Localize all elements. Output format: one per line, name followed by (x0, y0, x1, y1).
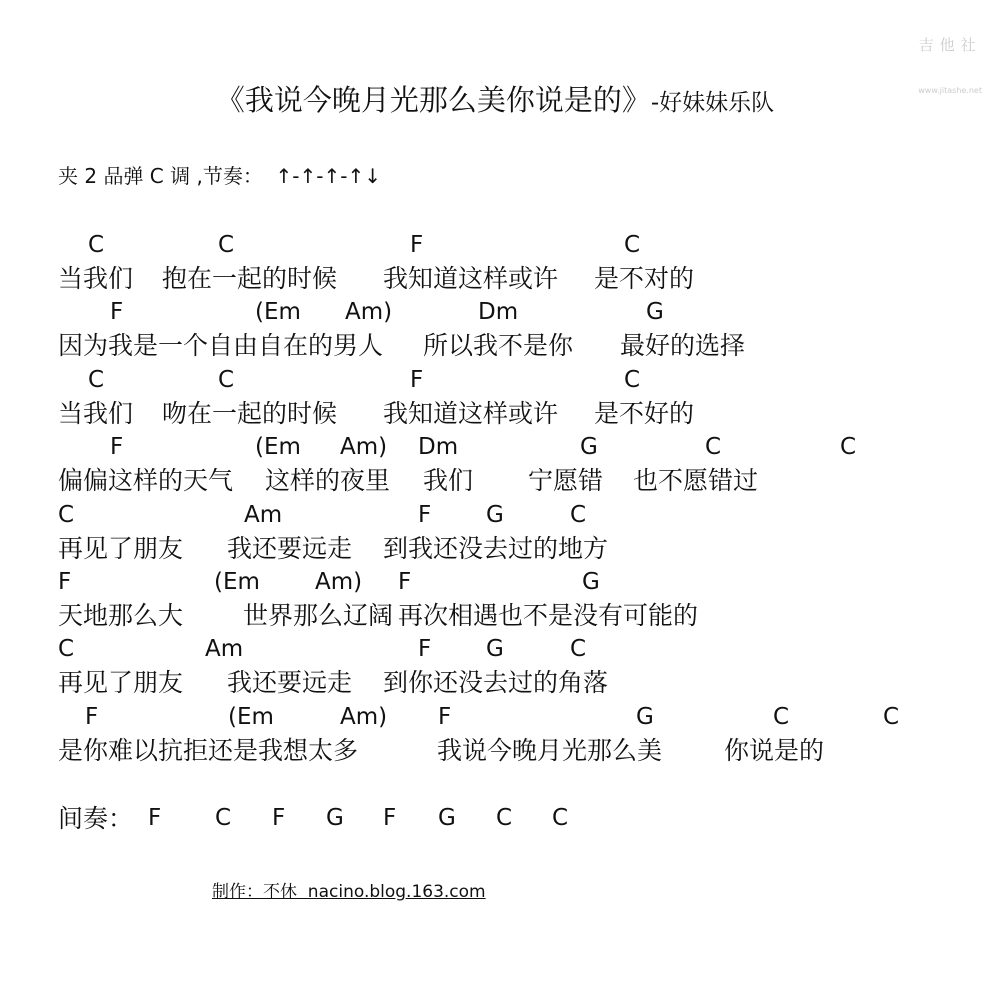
interlude-chord: F (272, 805, 286, 831)
lyric-segment: 吻在一起的时候 (162, 398, 338, 428)
chord: G (486, 636, 504, 663)
chord: C (624, 232, 641, 258)
lyric-segment: 我们 (423, 466, 474, 496)
chord: C (58, 501, 75, 528)
chord: F (110, 299, 124, 326)
lyric-segment: 是不好的 (594, 398, 695, 428)
lyric-segment: 我还要远走 (227, 533, 353, 563)
chord: F (410, 366, 424, 393)
lyric-segment: 这样的夜里 (265, 466, 391, 496)
chord: F (85, 703, 99, 730)
lyric-segment: 是你难以抗拒还是我想太多 (58, 735, 359, 765)
lyric-segment: 你说是的 (724, 735, 825, 765)
chord: C (570, 501, 587, 528)
chord: F (110, 434, 124, 461)
chord: F (410, 232, 424, 258)
chord: F (418, 636, 432, 663)
chord: G (486, 501, 504, 528)
lyric-segment: 当我们 (58, 264, 134, 293)
watermark-name: 吉他社 (918, 36, 982, 54)
chord: C (840, 434, 857, 461)
chord: C (705, 434, 722, 461)
lyric-segment: 再见了朋友 (58, 668, 184, 698)
chord: C (570, 636, 587, 663)
chord: G (646, 299, 664, 326)
chord: (Em (255, 299, 301, 326)
chord: (Em (255, 434, 301, 461)
chord: Am (244, 501, 283, 528)
chord: (Em (214, 569, 260, 595)
chord: G (636, 703, 654, 730)
lyric-segment: 我知道这样或许 (383, 398, 559, 428)
interlude-chord: G (326, 805, 344, 831)
chord: G (582, 569, 600, 595)
lyric-segment: 再见了朋友 (58, 533, 184, 563)
capo-rhythm: 夹 2 品弹 C 调 ,节奏： ↑-↑-↑-↑↓ (58, 164, 381, 188)
chord: Am) (340, 703, 388, 730)
chord: C (883, 703, 900, 730)
lyric-segment: 也不愿错过 (633, 466, 759, 496)
lyric-segment: 我还要远走 (227, 668, 353, 698)
chord: Am (205, 636, 244, 663)
lyric-segment: 所以我不是你 (423, 331, 574, 361)
lyric-segment: 到我还没去过的地方 (383, 533, 609, 563)
interlude-chord: C (496, 805, 513, 831)
chord: Am) (340, 434, 388, 461)
interlude-chord: G (438, 805, 456, 831)
interlude-chord: F (148, 805, 162, 831)
chord: (Em (228, 703, 274, 730)
chord: Dm (478, 299, 519, 326)
chord: C (88, 366, 105, 393)
lyric-segment: 偏偏这样的天气 (58, 466, 234, 496)
chord: C (58, 636, 75, 663)
chord: Am) (315, 569, 363, 595)
lyric-segment: 抱在一起的时候 (162, 264, 338, 293)
chord: C (88, 232, 105, 258)
chord: F (418, 501, 432, 528)
lyric-segment: 到你还没去过的角落 (383, 668, 609, 698)
lyric-segment: 是不对的 (594, 264, 695, 293)
lyric-segment: 当我们 (58, 398, 134, 428)
lyric-segment: 我说今晚月光那么美 (437, 735, 663, 765)
lyric-segment: 宁愿错 (528, 466, 604, 496)
chord: F (438, 703, 452, 730)
lyric-segment: 最好的选择 (620, 331, 746, 361)
lyric-segment: 我知道这样或许 (383, 264, 559, 293)
interlude-chord: C (552, 805, 569, 831)
interlude-label: 间奏： (58, 804, 134, 833)
chord: C (218, 366, 235, 393)
watermark-url: www.jitashe.net (918, 86, 982, 95)
lyric-segment: 世界那么辽阔 (243, 601, 394, 630)
lyric-segment: 天地那么大 (58, 601, 184, 630)
credit-link[interactable]: 制作：不休 nacino.blog.163.com (212, 882, 486, 902)
song-title (0, 83, 990, 117)
chord: G (580, 434, 598, 461)
title-text: 《我说今晚月光那么美你说是的》 (215, 83, 651, 117)
chord: C (773, 703, 790, 730)
lyric-segment: 因为我是一个自由自在的男人 (58, 331, 384, 361)
chord: C (218, 232, 235, 258)
chord: F (58, 569, 72, 595)
interlude-chord: C (215, 805, 232, 831)
chord: C (624, 366, 641, 393)
artist: -好妹妹乐队 (650, 90, 775, 116)
interlude-chord: F (383, 805, 397, 831)
chord: Am) (345, 299, 393, 326)
chord: F (398, 569, 412, 595)
chord: Dm (418, 434, 459, 461)
lyric-segment: 再次相遇也不是没有可能的 (398, 601, 699, 630)
